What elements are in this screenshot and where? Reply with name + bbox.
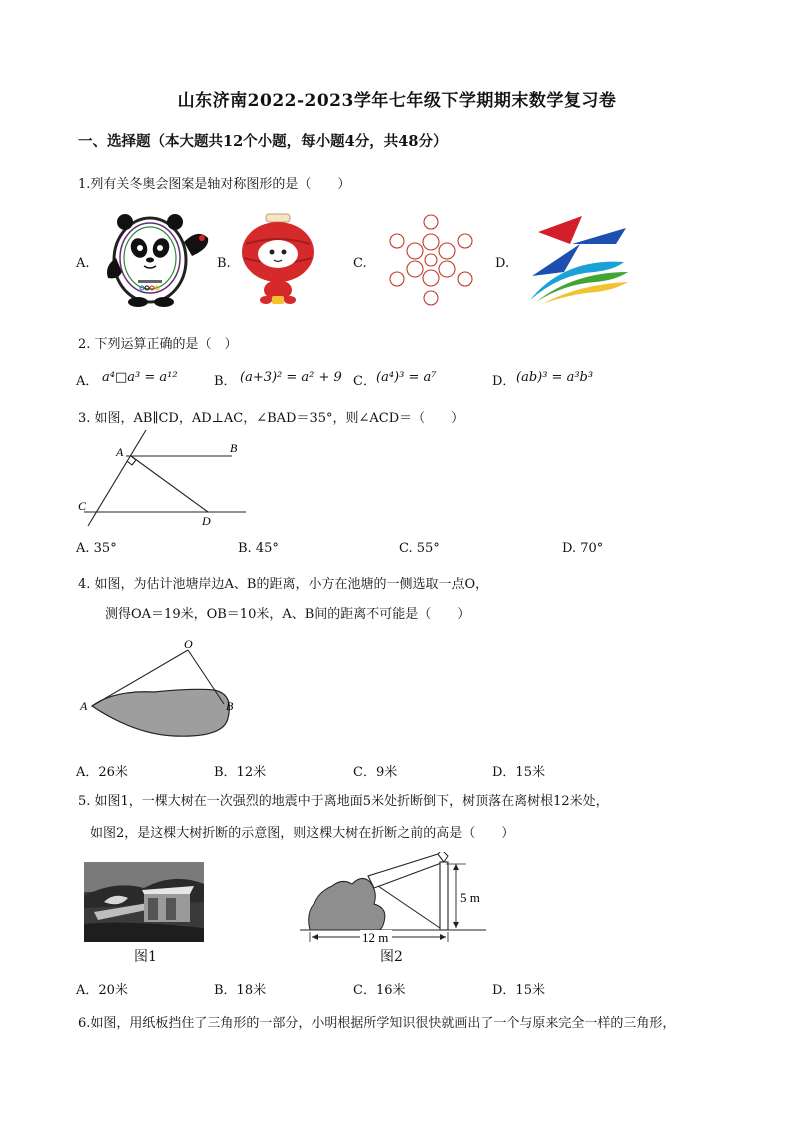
q2-label-c: C． [353, 374, 376, 389]
q2-option-d: (ab)³ = a³b³ [516, 370, 594, 385]
question-4-stem-line2: 测得OA＝19米，OB＝10米，A、B间的距离不可能是（ ） [105, 607, 471, 622]
q4-option-d: D．15米 [492, 765, 545, 780]
panda-mascot-image [98, 208, 214, 308]
q3-parallel-lines-figure [74, 428, 254, 530]
q3-option-c: C. 55° [399, 541, 440, 556]
q2-option-b: (a+3)² = a² + 9 [240, 370, 342, 385]
question-4-stem-line1: 4. 如图，为估计池塘岸边A、B的距离，小方在池塘的一侧选取一点O， [78, 577, 489, 592]
section-heading: 一、选择题（本大题共12个小题，每小题4分，共48分） [78, 133, 448, 150]
q4-option-b: B．12米 [214, 765, 267, 780]
q4-option-a: A．26米 [76, 765, 128, 780]
question-3-stem: 3. 如图，AB∥CD，AD⊥AC，∠BAD＝35°，则∠ACD＝（ ） [78, 411, 465, 426]
question-2-stem: 2. 下列运算正确的是（ ） [78, 337, 238, 352]
q2-option-c: (a⁴)³ = a⁷ [376, 370, 437, 385]
q1-label-a: A. [76, 256, 90, 271]
q5-option-c: C．16米 [353, 983, 406, 998]
ring-snowflake-image [384, 212, 478, 308]
label-c: C [78, 499, 87, 513]
question-1-stem: 1.列有关冬奥会图案是轴对称图形的是（ ） [78, 177, 351, 192]
question-6-stem: 6.如图，用纸板挡住了三角形的一部分，小明根据所学知识很快就画出了一个与原来完全一样的三角形， [78, 1016, 676, 1031]
q3-option-b: B. 45° [238, 541, 279, 556]
q5-option-b: B．18米 [214, 983, 267, 998]
dim-width-label: 12 m [362, 930, 389, 945]
q5-option-a: A．20米 [76, 983, 128, 998]
q3-option-a: A. 35° [76, 541, 117, 556]
label-a: A [80, 699, 88, 713]
q4-option-c: C．9米 [353, 765, 398, 780]
q5-option-d: D．15米 [492, 983, 545, 998]
q2-label-d: D． [492, 374, 516, 389]
question-5-stem-line2: 如图2，是这棵大树折断的示意图，则这棵大树在折断之前的高是（ ） [90, 826, 515, 841]
q2-label-a: A． [76, 374, 99, 389]
label-o: O [184, 638, 193, 651]
q2-label-b: B． [214, 374, 237, 389]
broken-tree-diagram [298, 852, 502, 946]
ribbon-logo-image [524, 214, 632, 306]
q1-label-d: D. [495, 256, 510, 271]
figure-1-caption: 图1 [134, 949, 157, 965]
q1-label-b: B. [217, 256, 231, 271]
label-d: D [202, 514, 211, 528]
fallen-tree-photo [84, 862, 204, 942]
label-b: B [230, 441, 238, 455]
q3-option-d: D. 70° [562, 541, 604, 556]
label-a: A [116, 445, 124, 459]
dim-height-label: 5 m [460, 890, 480, 905]
q2-option-a: a⁴□a³ = a¹² [102, 370, 178, 385]
question-5-stem-line1: 5. 如图1，一棵大树在一次强烈的地震中于离地面5米处折断倒下，树顶落在离树根12米处， [78, 794, 609, 809]
q4-pond-figure [74, 638, 244, 742]
lantern-mascot-image [236, 212, 320, 308]
page-title: 山东济南2022-2023学年七年级下学期期末数学复习卷 [177, 91, 617, 111]
q1-label-c: C. [353, 256, 367, 271]
label-b: B [226, 699, 234, 713]
figure-2-caption: 图2 [380, 949, 403, 965]
